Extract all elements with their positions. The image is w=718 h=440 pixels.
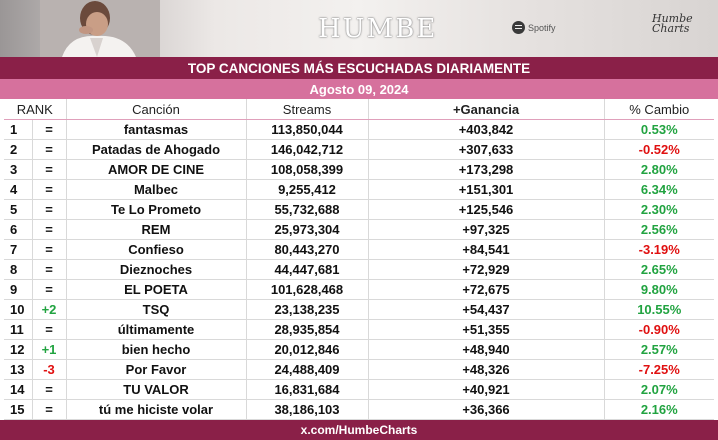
charts-logo-line2: Charts [652,22,690,35]
ranking-table [4,99,714,420]
gain-cell: +125,546 [368,200,604,220]
song-cell: Malbec [66,180,246,200]
rank-cell: 12 [4,340,32,360]
streams-cell: 80,443,270 [246,240,368,260]
gain-cell: +48,326 [368,360,604,380]
movement-cell: = [32,160,66,180]
change-cell: 6.34% [604,180,714,200]
rank-cell: 2 [4,140,32,160]
gain-cell: +173,298 [368,160,604,180]
rank-cell: 13 [4,360,32,380]
gain-cell: +48,940 [368,340,604,360]
table-row [4,280,714,300]
movement-cell: = [32,280,66,300]
gain-cell: +307,633 [368,140,604,160]
gain-cell: +36,366 [368,400,604,420]
change-cell: 2.30% [604,200,714,220]
change-cell: 2.80% [604,160,714,180]
song-cell: bien hecho [66,340,246,360]
gain-cell: +97,325 [368,220,604,240]
gain-cell: +72,675 [368,280,604,300]
movement-cell: = [32,220,66,240]
rank-cell: 1 [4,120,32,140]
change-cell: 2.07% [604,380,714,400]
movement-cell: = [32,180,66,200]
gain-cell: +54,437 [368,300,604,320]
streams-cell: 25,973,304 [246,220,368,240]
col-gain: +Ganancia [368,99,604,120]
rank-cell: 3 [4,160,32,180]
rank-cell: 5 [4,200,32,220]
rank-cell: 15 [4,400,32,420]
table-row [4,200,714,220]
table-row [4,380,714,400]
streams-cell: 146,042,712 [246,140,368,160]
streams-cell: 38,186,103 [246,400,368,420]
chart-date: Agosto 09, 2024 [0,79,718,99]
change-cell: 9.80% [604,280,714,300]
song-cell: Te Lo Prometo [66,200,246,220]
change-cell: -7.25% [604,360,714,380]
change-cell: 2.57% [604,340,714,360]
table-row [4,120,714,140]
streams-cell: 113,850,044 [246,120,368,140]
gain-cell: +51,355 [368,320,604,340]
spotify-label: Spotify [528,22,556,33]
movement-cell: = [32,320,66,340]
streams-cell: 101,628,468 [246,280,368,300]
humbe-charts-logo [652,14,693,34]
chart-title: TOP CANCIONES MÁS ESCUCHADAS DIARIAMENTE [0,57,718,79]
song-cell: TSQ [66,300,246,320]
song-cell: fantasmas [66,120,246,140]
rank-cell: 10 [4,300,32,320]
streams-cell: 28,935,854 [246,320,368,340]
streams-cell: 55,732,688 [246,200,368,220]
col-streams: Streams [246,99,368,120]
rank-cell: 6 [4,220,32,240]
song-cell: últimamente [66,320,246,340]
song-cell: Por Favor [66,360,246,380]
movement-cell: = [32,380,66,400]
change-cell: 10.55% [604,300,714,320]
song-cell: REM [66,220,246,240]
streams-cell: 24,488,409 [246,360,368,380]
change-cell: 0.53% [604,120,714,140]
table-row [4,180,714,200]
streams-cell: 108,058,399 [246,160,368,180]
song-cell: Dieznoches [66,260,246,280]
change-cell: 2.56% [604,220,714,240]
movement-cell: = [32,240,66,260]
rank-cell: 9 [4,280,32,300]
table-row [4,240,714,260]
footer-handle: x.com/HumbeCharts [0,420,718,440]
gain-cell: +84,541 [368,240,604,260]
change-cell: 2.65% [604,260,714,280]
change-cell: 2.16% [604,400,714,420]
streams-cell: 9,255,412 [246,180,368,200]
change-cell: -3.19% [604,240,714,260]
table-row [4,300,714,320]
rank-cell: 7 [4,240,32,260]
artist-photo [40,0,160,57]
spotify-icon [512,21,525,34]
gain-cell: +403,842 [368,120,604,140]
movement-cell: = [32,200,66,220]
col-song: Canción [66,99,246,120]
rank-cell: 4 [4,180,32,200]
gain-cell: +40,921 [368,380,604,400]
movement-cell: = [32,140,66,160]
song-cell: Confieso [66,240,246,260]
rank-cell: 14 [4,380,32,400]
streams-cell: 16,831,684 [246,380,368,400]
movement-cell: = [32,120,66,140]
table-row [4,340,714,360]
rank-cell: 8 [4,260,32,280]
header-banner [0,0,718,57]
streams-cell: 20,012,846 [246,340,368,360]
table-row [4,160,714,180]
gain-cell: +151,301 [368,180,604,200]
col-rank: RANK [4,99,66,120]
table-row [4,220,714,240]
gain-cell: +72,929 [368,260,604,280]
movement-cell: -3 [32,360,66,380]
song-cell: tú me hiciste volar [66,400,246,420]
col-change: % Cambio [604,99,714,120]
song-cell: EL POETA [66,280,246,300]
table-row [4,400,714,420]
table-row [4,360,714,380]
table-header-row [4,99,714,120]
streams-cell: 23,138,235 [246,300,368,320]
movement-cell: = [32,400,66,420]
table-row [4,320,714,340]
change-cell: -0.52% [604,140,714,160]
song-cell: TU VALOR [66,380,246,400]
table-row [4,140,714,160]
song-cell: Patadas de Ahogado [66,140,246,160]
charts-logo-line1: Humbe [652,12,693,25]
change-cell: -0.90% [604,320,714,340]
movement-cell: +2 [32,300,66,320]
rank-cell: 11 [4,320,32,340]
movement-cell: +1 [32,340,66,360]
song-cell: AMOR DE CINE [66,160,246,180]
humbe-logo: HUMBE [318,14,438,44]
movement-cell: = [32,260,66,280]
streams-cell: 44,447,681 [246,260,368,280]
table-row [4,260,714,280]
spotify-badge [512,21,556,34]
